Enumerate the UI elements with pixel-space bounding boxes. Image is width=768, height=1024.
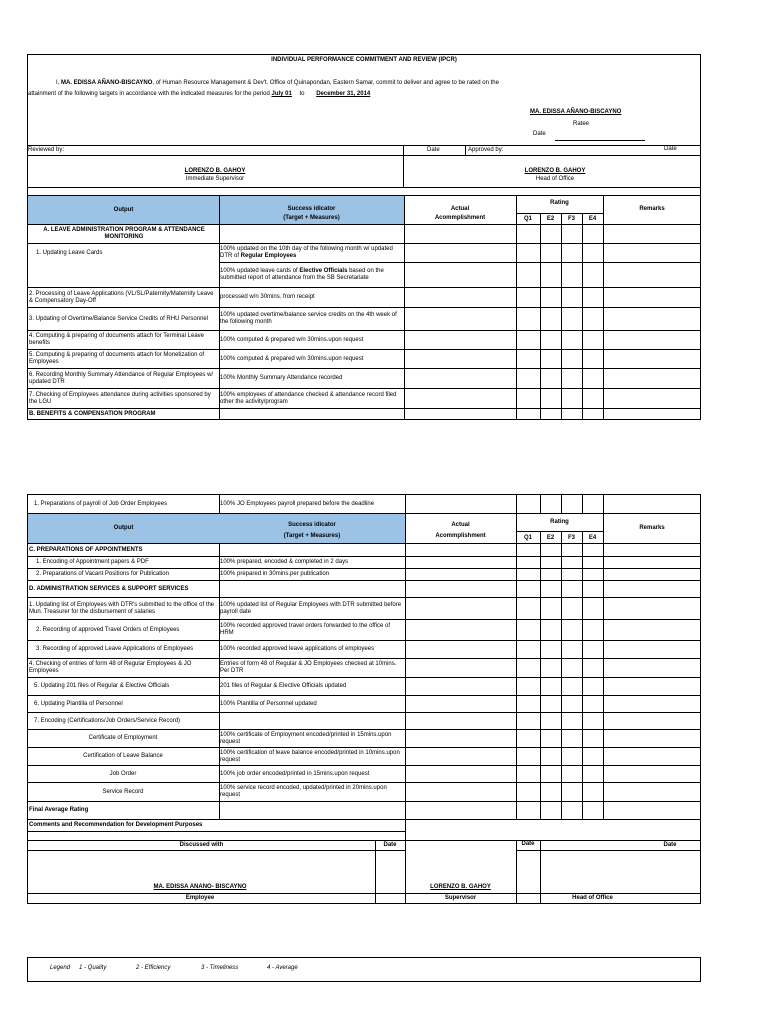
list-item-output: Certification of Leave Balance xyxy=(83,753,163,760)
list-item-indicator: 100% certificate of Employment encoded/printed in 15mins.upon request xyxy=(220,731,392,745)
list-item-indicator: 100% prepared, encoded & completed in 2 days xyxy=(220,559,349,566)
remarks-header: Remarks xyxy=(639,524,665,531)
ratee-date-label: Date xyxy=(533,131,546,137)
list-item-output: Service Record xyxy=(102,788,144,795)
immediate-supervisor-name: LORENZO B. GAHOY xyxy=(184,167,246,174)
list-item-indicator: 100% service record encoded, updated/printed in 20mins.upon request xyxy=(220,785,387,798)
rating-header: Rating xyxy=(550,518,569,525)
list-item-indicator: 100% computed & prepared w/n 30mins.upon request xyxy=(220,355,364,362)
commit-name: MA. EDISSA AÑANO-BISCAYNO xyxy=(61,80,153,86)
success-indicator-header: Success idicator xyxy=(287,206,336,213)
list-item-output: 2. Recording of approved Travel Orders of Employees xyxy=(36,626,180,633)
list-item-output: 3. Updating of Overtime/Balance Service Credits of RHU Personnel xyxy=(29,315,209,322)
list-item-output: 7. Checking of Employees attendance during activities sponsored by the LGU xyxy=(29,391,211,405)
e4-header: E4 xyxy=(588,534,597,541)
list-item-output: 3. Recording of approved Leave Applications of Employees xyxy=(36,646,194,653)
section-c-title: C. PREPARATIONS OF APPOINTMENTS xyxy=(29,546,143,553)
list-item-output: Certificate of Employment xyxy=(88,735,158,742)
discussed-with-label: Discussed with xyxy=(179,842,224,849)
ratee-name: MA. EDISSA AÑANO-BISCAYNO xyxy=(530,109,622,115)
period-from: July 01 xyxy=(271,91,292,97)
rating-header: Rating xyxy=(550,199,569,206)
list-item-indicator: 201 files of Regular & Elective Officials updated xyxy=(220,683,347,690)
legend-item: 1 - Quality xyxy=(79,965,107,971)
list-item-output: 6. Recording Monthly Summary Attendance of Regular Employees w/ updated DTR xyxy=(29,371,214,385)
list-item-output: 4. Checking of entries of form 48 of Regular Employees & JO Employees xyxy=(29,661,192,674)
list-item-indicator: Entries of form 48 of Regular & JO Employees checked at 10mins. Per DTR xyxy=(220,661,397,674)
immediate-supervisor-title: Immediate Supervisor xyxy=(185,175,245,182)
approve-date-label: Date xyxy=(664,146,677,152)
list-item-output: 2. Preparations of Vacant Positions for Publication xyxy=(36,571,169,578)
success-indicator-header: Success idicator xyxy=(288,522,336,529)
list-item-output: Job Order xyxy=(109,770,137,777)
list-item-indicator: 100% recorded approved leave applications of employees xyxy=(220,646,375,653)
supervisor-signature-name: LORENZO B. GAHOY xyxy=(430,884,491,891)
list-item-indicator: processed w/n 30mins. from receipt xyxy=(220,294,315,301)
form-title: INDIVIDUAL PERFORMANCE COMMITMENT AND REVIEW (IPCR) xyxy=(271,56,457,63)
e2-header: E2 xyxy=(546,534,555,541)
list-item-output: 1. Updating list of Employees with DTR's submitted to the office of the Mun. Treasurer for the disbursement of salaries xyxy=(29,601,215,615)
list-item-indicator: 100% recorded approved travel orders forwarded to the office of HRM xyxy=(220,623,390,636)
list-item-indicator: 100% computed & prepared w/n 30mins.upon request xyxy=(220,336,364,343)
list-item-indicator: 100% JO Employees payroll prepared before the deadline xyxy=(220,500,375,507)
list-item-indicator: 100% employees of attendance checked & attendance record filed other the activity/program xyxy=(220,391,397,405)
head-of-office-label: Head of Office xyxy=(572,895,613,902)
output-header: Output xyxy=(113,206,134,213)
list-item-indicator: 100% updated on the 10th day of the following month w/ updated DTR of Regular Employees xyxy=(220,246,393,259)
list-item-indicator: 100% job order encoded/printed in 15mins.upon request xyxy=(220,770,370,777)
list-item-output: 2. Processing of Leave Applications (VL/SL/Paternity/Maternity Leave & Compensatory Day-Off xyxy=(29,290,214,304)
legend-item: 2 - Efficiency xyxy=(136,965,171,971)
list-item-output: 5. Computing & preparing of documents attach for Monetization of Employees xyxy=(29,352,205,365)
actual-header: Actual xyxy=(450,206,470,213)
reviewed-by-label: Reviewed by: xyxy=(28,147,65,153)
success-indicator-sub: (Target + Measures) xyxy=(283,215,340,222)
success-indicator-sub: (Target + Measures) xyxy=(283,533,341,540)
section-d-title: D. ADMINISTRATION SERVICES & SUPPORT SERVICES xyxy=(29,585,189,592)
discussed-date-label: Date xyxy=(383,842,397,849)
e4-header: E4 xyxy=(588,215,597,222)
legend-item: 3 - Timeliness xyxy=(201,965,239,971)
section-a-title: A. LEAVE ADMINISTRATION PROGRAM & ATTENDANCE MONITORING xyxy=(43,227,205,240)
list-item-indicator: 100% updated overtime/balance service credits on the 4th week of the following month xyxy=(220,312,397,325)
actual-sub: Acommplishment xyxy=(434,215,486,222)
legend-item: 4 - Average xyxy=(267,965,298,971)
e2-header: E2 xyxy=(546,215,555,222)
ratee-label: Ratee xyxy=(573,121,590,127)
list-item-indicator: 100% prepared in 30mins.per publication xyxy=(220,571,330,578)
list-item-indicator: 100% updated list of Regular Employees with DTR submitted before payroll date xyxy=(220,601,402,615)
q1-header: Q1 xyxy=(523,534,532,541)
commitment-line-2: attainment of the following targets in accordance with the indicated measures for the period July 01 to December 31, 2014 xyxy=(28,91,371,97)
actual-sub: Acommplishment xyxy=(435,533,486,540)
head-date-label: Date xyxy=(663,842,677,849)
f3-header: F3 xyxy=(567,215,575,222)
q1-header: Q1 xyxy=(523,215,532,222)
remarks-header: Remarks xyxy=(639,205,665,212)
f3-header: F3 xyxy=(567,534,575,541)
section-b-title: B. BENEFITS & COMPENSATION PROGRAM xyxy=(29,410,156,417)
employee-signature-name: MA. EDISSA AÑANO- BISCAYNO xyxy=(153,884,247,891)
commitment-line-1: I, MA. EDISSA AÑANO-BISCAYNO, of Human Resource Management & Dev't. Office of Quinapondan, Eastern Samar, commit to deliver and agree to be rated on the xyxy=(56,80,499,86)
head-of-office-title: Head of Office xyxy=(535,175,575,182)
output-header: Output xyxy=(113,525,134,532)
list-item-indicator: 100% Monthly Summary Attendance recorded xyxy=(220,375,343,382)
final-average-rating-label: Final Average Rating xyxy=(29,807,89,814)
actual-header: Actual xyxy=(451,522,470,529)
review-date-label: Date xyxy=(427,147,440,153)
supervisor-date-label: Date xyxy=(521,841,535,848)
list-item-output: 1. Encoding of Appointment papers & PDF xyxy=(36,559,149,566)
list-item-output: 7. Encoding (Certifications/Job Orders/Service Record) xyxy=(34,717,181,724)
list-item-indicator: 100% certification of leave balance encoded/printed in 10mins.upon request xyxy=(220,749,400,763)
list-item-output: 1. Preparations of payroll of Job Order Employees xyxy=(34,500,168,507)
list-item-indicator: 100% Plantilla of Personnel updated xyxy=(220,700,317,707)
list-item-output: 1. Updating Leave Cards xyxy=(36,249,103,256)
list-item-output: 5. Updating 201 files of Regular & Elective Officials xyxy=(34,683,170,690)
legend-box xyxy=(27,957,701,982)
legend-label: Legend xyxy=(50,965,71,971)
list-item-output: 4. Computing & preparing of documents attach for Terminal Leave benefits xyxy=(29,333,204,346)
employee-label: Employee xyxy=(185,895,215,902)
comments-label: Comments and Recommendation for Development Purposes xyxy=(29,822,203,829)
head-of-office-name: LORENZO B. GAHOY xyxy=(524,167,586,174)
list-item-indicator: 100% updated leave cards of Elective Officials based on the submitted report of attendance from the SB Secretariate xyxy=(220,268,384,281)
period-to: December 31, 2014 xyxy=(316,91,371,97)
list-item-output: 6. Updating Plantilla of Personnel xyxy=(34,700,123,707)
approved-by-label: Approved by: xyxy=(468,147,504,153)
supervisor-label: Supervisor xyxy=(444,895,477,902)
